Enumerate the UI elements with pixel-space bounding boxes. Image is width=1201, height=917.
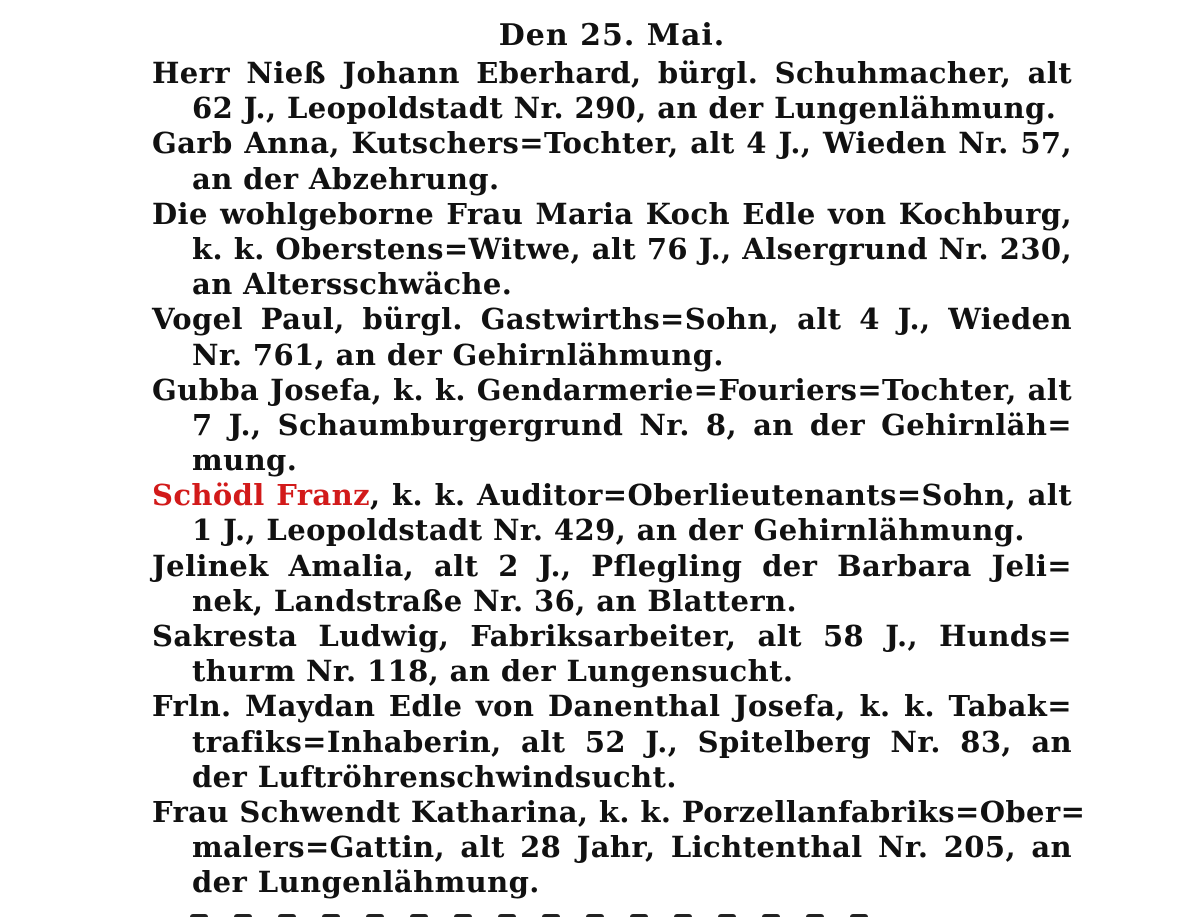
death-record-entry xyxy=(152,794,1086,901)
death-record-entry xyxy=(152,56,1072,126)
date-heading: Den 25. Mai. xyxy=(498,18,726,53)
death-record-entry xyxy=(152,126,1072,196)
entry-line: der Lungenlähmung. xyxy=(192,865,540,900)
entry-line: der Luftröhrenschwindsucht. xyxy=(192,759,677,794)
death-record-entry xyxy=(152,619,1072,689)
entry-line: Jelinek Amalia, alt 2 J., Pflegling der Barbara Jeli= xyxy=(152,548,1072,583)
entry-line: an der Abzehrung. xyxy=(192,161,500,196)
entry-line: 7 J., Schaumburgergrund Nr. 8, an der Gehirnläh= xyxy=(192,407,1072,442)
entry-line: nek, Landstraße Nr. 36, an Blattern. xyxy=(192,583,797,618)
entry-line: mung. xyxy=(192,443,298,478)
highlighted-name: Schödl Franz xyxy=(152,478,370,513)
page-content xyxy=(152,16,1086,901)
entry-line: thurm Nr. 118, an der Lungensucht. xyxy=(192,654,794,689)
death-record-entry-highlighted xyxy=(152,478,1072,548)
entry-line: Vogel Paul, bürgl. Gastwirths=Sohn, alt 4 J., Wieden xyxy=(152,302,1072,337)
entry-line: Garb Anna, Kutschers=Tochter, alt 4 J., Wieden Nr. 57, xyxy=(152,126,1072,161)
death-record-entry xyxy=(152,302,1072,372)
entry-line: malers=Gattin, alt 28 Jahr, Lichtenthal Nr. 205, an xyxy=(192,830,1072,865)
entry-line: trafiks=Inhaberin, alt 52 J., Spitelberg Nr. 83, an xyxy=(192,724,1072,759)
entry-line: Sakresta Ludwig, Fabriksarbeiter, alt 58 J., Hunds= xyxy=(152,619,1072,653)
entry-line: Nr. 761, an der Gehirnlähmung. xyxy=(192,337,724,372)
entry-line: k. k. Oberstens=Witwe, alt 76 J., Alsergrund Nr. 230, xyxy=(192,231,1072,266)
death-record-entry xyxy=(152,689,1072,795)
entry-line: Die wohlgeborne Frau Maria Koch Edle von Kochburg, xyxy=(152,196,1072,231)
death-record-entry xyxy=(152,197,1072,303)
entry-line xyxy=(152,478,1072,513)
entry-line: 62 J., Leopoldstadt Nr. 290, an der Lungenlähmung. xyxy=(192,91,1057,126)
entry-line: 1 J., Leopoldstadt Nr. 429, an der Gehirnlähmung. xyxy=(192,513,1025,548)
entry-line: Herr Nieß Johann Eberhard, bürgl. Schuhmacher, alt xyxy=(152,56,1072,90)
death-record-entry xyxy=(152,373,1072,479)
entry-line: an Altersschwäche. xyxy=(192,267,513,302)
entry-line-rest: , k. k. Auditor=Oberlieutenants=Sohn, alt xyxy=(369,478,1073,513)
cropped-next-line-fragment xyxy=(190,905,930,917)
entry-line: Gubba Josefa, k. k. Gendarmerie=Fouriers=Tochter, alt xyxy=(152,372,1072,407)
entry-line: Frln. Maydan Edle von Danenthal Josefa, k. k. Tabak= xyxy=(152,689,1072,724)
entry-line: Frau Schwendt Katharina, k. k. Porzellanfabriks=Ober= xyxy=(152,794,1086,829)
death-record-entry xyxy=(152,549,1072,619)
